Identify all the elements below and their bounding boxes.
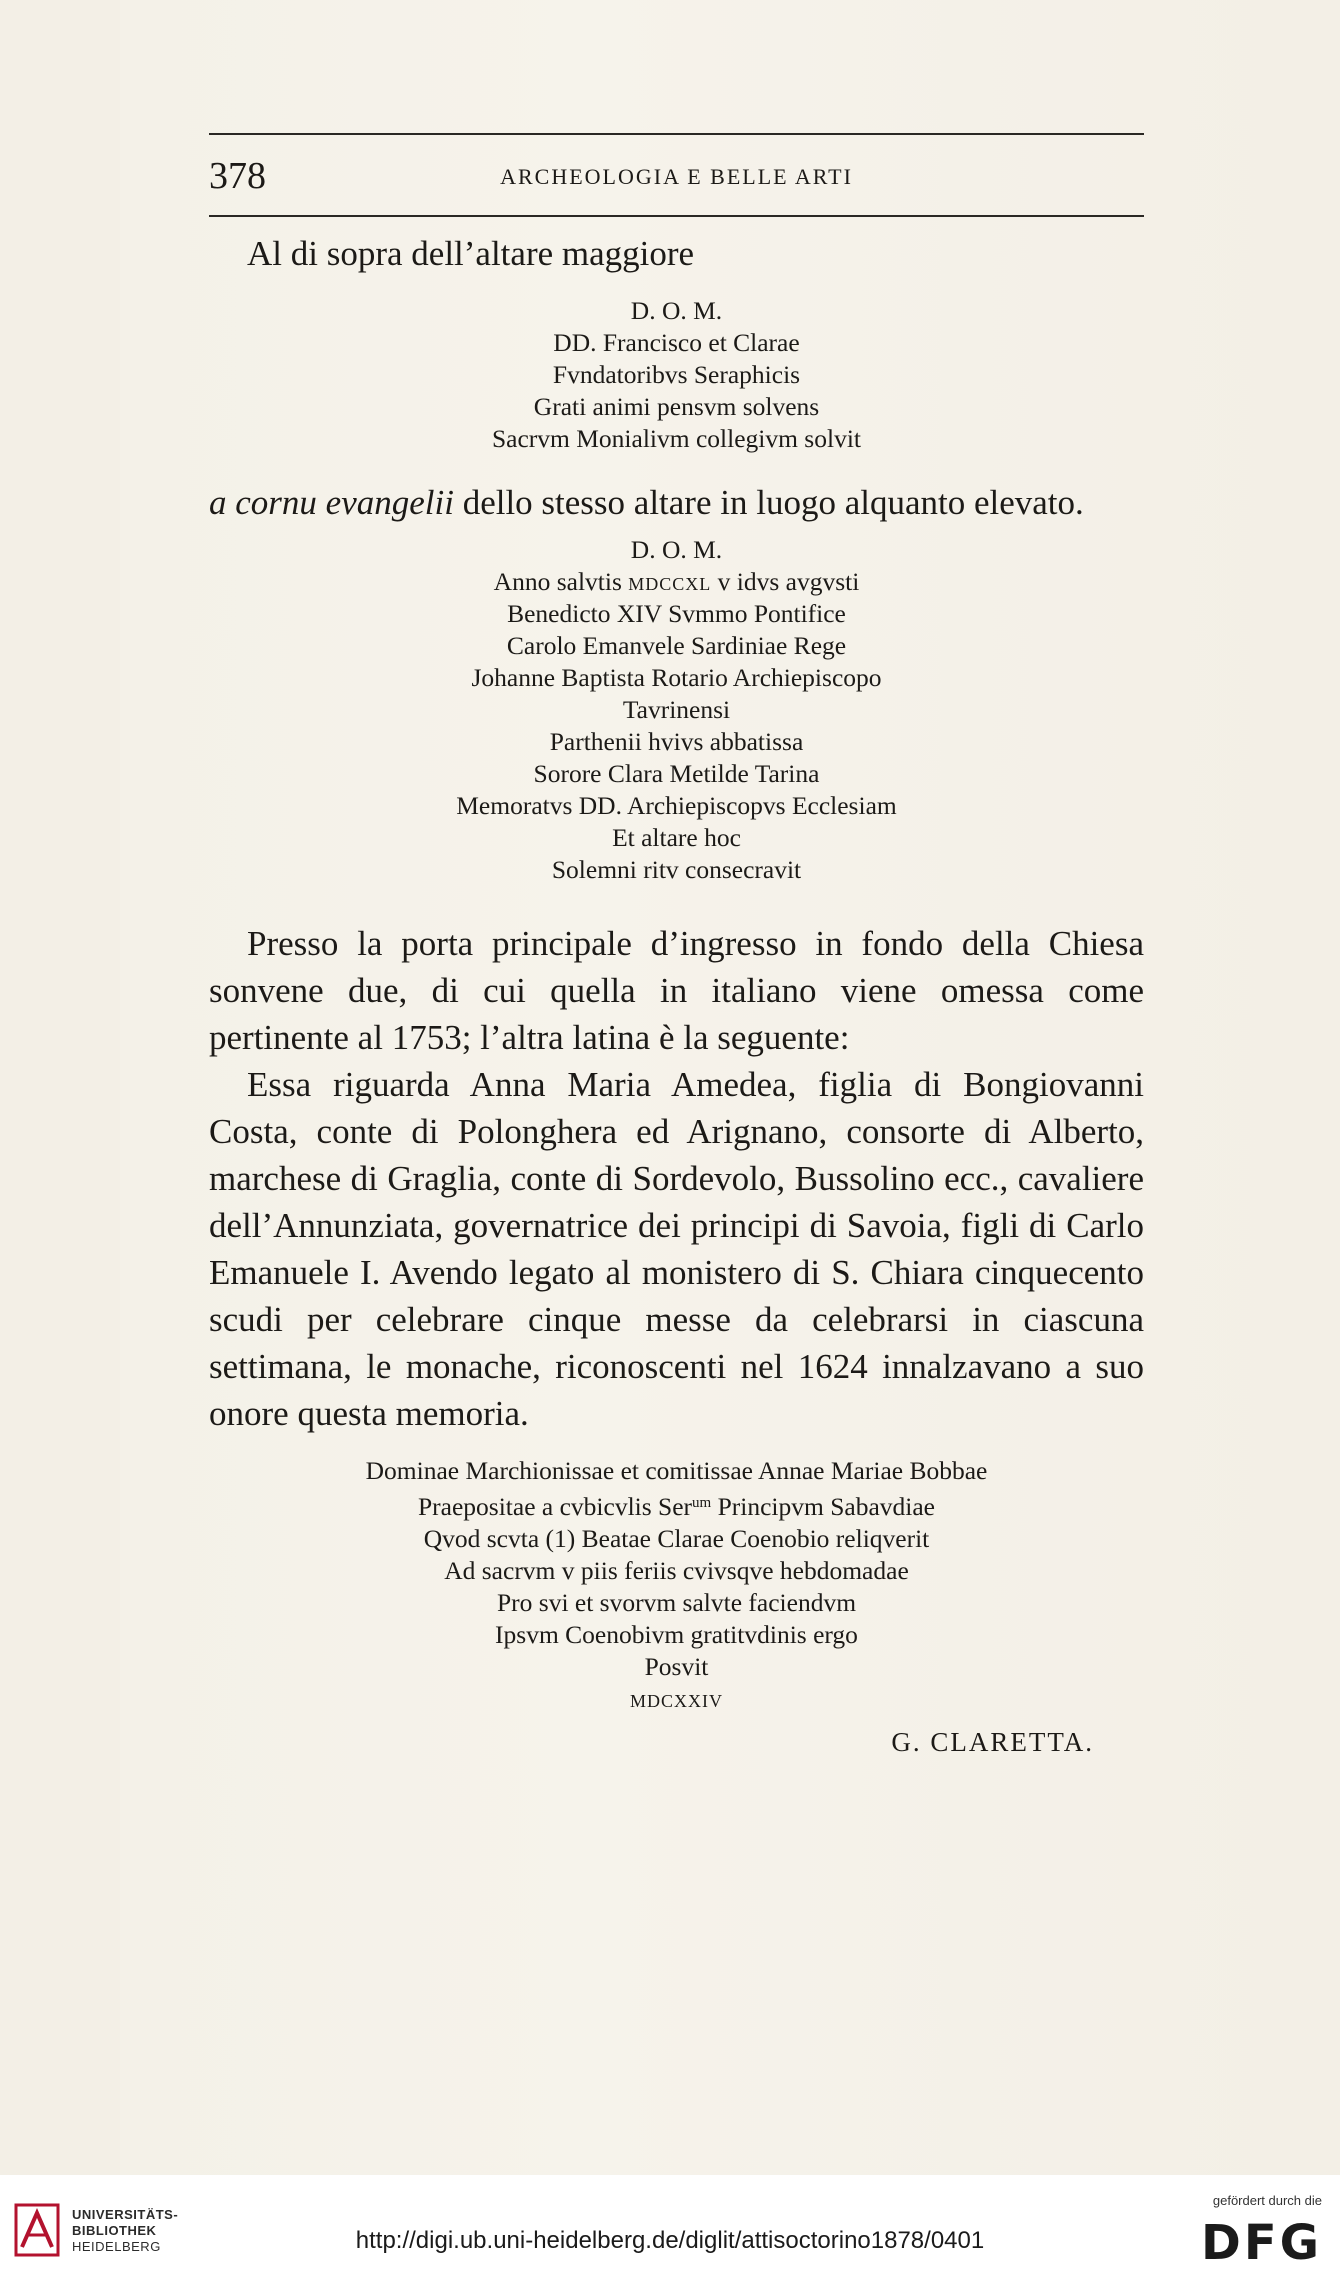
inscription-line: Ad sacrvm v piis feriis cvivsqve hebdomadae bbox=[444, 1556, 909, 1585]
paragraph-text: dello stesso altare in luogo alquanto elevato. bbox=[453, 483, 1084, 522]
funder-label: gefördert durch die bbox=[1212, 2193, 1322, 2208]
page-number: 378 bbox=[209, 155, 266, 197]
inscription-line: Tavrinensi bbox=[622, 695, 731, 724]
paragraph-cornu bbox=[209, 479, 1144, 526]
viewer-footer bbox=[0, 2175, 1340, 2290]
inscription-line: Qvod scvta (1) Beatae Clarae Coenobio reliqverit bbox=[423, 1524, 930, 1553]
inscription-line: Dominae Marchionissae et comitissae Annae Mariae Bobbae bbox=[365, 1456, 988, 1485]
inscription-line: Solemni ritv consecravit bbox=[551, 855, 802, 884]
roman-date: mdccxl bbox=[628, 567, 712, 596]
inscription-line: Carolo Emanvele Sardiniae Rege bbox=[506, 631, 847, 660]
inscription-line: Sorore Clara Metilde Tarina bbox=[533, 759, 820, 788]
running-head: ARCHEOLOGIA E BELLE ARTI bbox=[500, 164, 853, 189]
page-content bbox=[209, 100, 1144, 1758]
permalink-url[interactable]: http://digi.ub.uni-heidelberg.de/diglit/attisoctorino1878/0401 bbox=[355, 2227, 985, 2254]
author-signature: G. CLARETTA. bbox=[891, 1727, 1094, 1757]
inscription-consecration bbox=[209, 534, 1144, 886]
inscription-line: Parthenii hvivs abbatissa bbox=[549, 727, 804, 756]
inscription-line: DD. Francisco et Clarae bbox=[553, 328, 800, 357]
inscription-line bbox=[209, 1487, 1144, 1523]
paragraph-porta: Presso la porta principale d’ingresso in fondo della Chiesa sonvene due, di cui quella in italiano viene omessa come pertinente al 1753; l’altra latina è la seguente: bbox=[209, 924, 1144, 1057]
inscription-text: Praepositae a cvbicvlis Ser bbox=[417, 1492, 693, 1521]
inscription-line bbox=[209, 566, 1144, 598]
inscription-line: Johanne Baptista Rotario Archiepiscopo bbox=[471, 663, 882, 692]
inscription-text: Anno salvtis bbox=[493, 567, 629, 596]
dfg-logo[interactable]: DFG bbox=[1200, 2215, 1322, 2271]
inscription-line: Pro svi et svorvm salvte faciendvm bbox=[496, 1588, 857, 1617]
inscription-line: Et altare hoc bbox=[612, 823, 741, 852]
inscription-line: D. O. M. bbox=[630, 535, 723, 564]
inscription-line: Sacrvm Monialivm collegivm solvit bbox=[491, 424, 861, 453]
library-name-line: HEIDELBERG bbox=[72, 2239, 161, 2254]
inscription-memorial bbox=[209, 1455, 1144, 1715]
italic-phrase: a cornu evangelii bbox=[209, 483, 454, 522]
library-name-line: UNIVERSITÄTS- bbox=[72, 2207, 179, 2222]
paragraph-altar: Al di sopra dell’altare maggiore bbox=[247, 234, 695, 273]
inscription-date: mdcxxiv bbox=[629, 1684, 723, 1713]
superscript: um bbox=[692, 1495, 712, 1511]
inscription-line: Posvit bbox=[644, 1652, 709, 1681]
header-rule-bottom bbox=[209, 215, 1144, 217]
header-rule-top bbox=[209, 133, 1144, 135]
inscription-line: Fvndatoribvs Seraphicis bbox=[552, 360, 801, 389]
inscription-line: Ipsvm Coenobivm gratitvdinis ergo bbox=[495, 1620, 858, 1649]
page-header bbox=[209, 100, 1144, 222]
inscription-line: Memoratvs DD. Archiepiscopvs Ecclesiam bbox=[456, 791, 897, 820]
inscription-text: v idvs avgvsti bbox=[711, 567, 860, 596]
inscription-line: D. O. M. bbox=[630, 296, 723, 325]
inscription-line: Benedicto XIV Svmmo Pontifice bbox=[507, 599, 846, 628]
inscription-text: Principvm Sabavdiae bbox=[711, 1492, 935, 1521]
inscription-line: Grati animi pensvm solvens bbox=[533, 392, 820, 421]
paragraph-costa: Essa riguarda Anna Maria Amedea, figlia di Bongiovanni Costa, conte di Polonghera ed Arignano, consorte di Alberto, marchese di Graglia, conte di Sordevolo, Bussolino ecc., cavaliere dell’Annunziata, governatrice dei principi di Savoia, figli di Carlo Emanuele I. Avendo legato al monistero di S. Chiara cinquecento scudi per celebrare cinque messe da celebrarsi in ciascuna settimana, le monache, riconoscenti nel 1624 innalzavano a suo onore questa memoria. bbox=[209, 1065, 1144, 1433]
library-name-line: BIBLIOTHEK bbox=[72, 2223, 157, 2238]
inscription-altar bbox=[209, 295, 1144, 455]
